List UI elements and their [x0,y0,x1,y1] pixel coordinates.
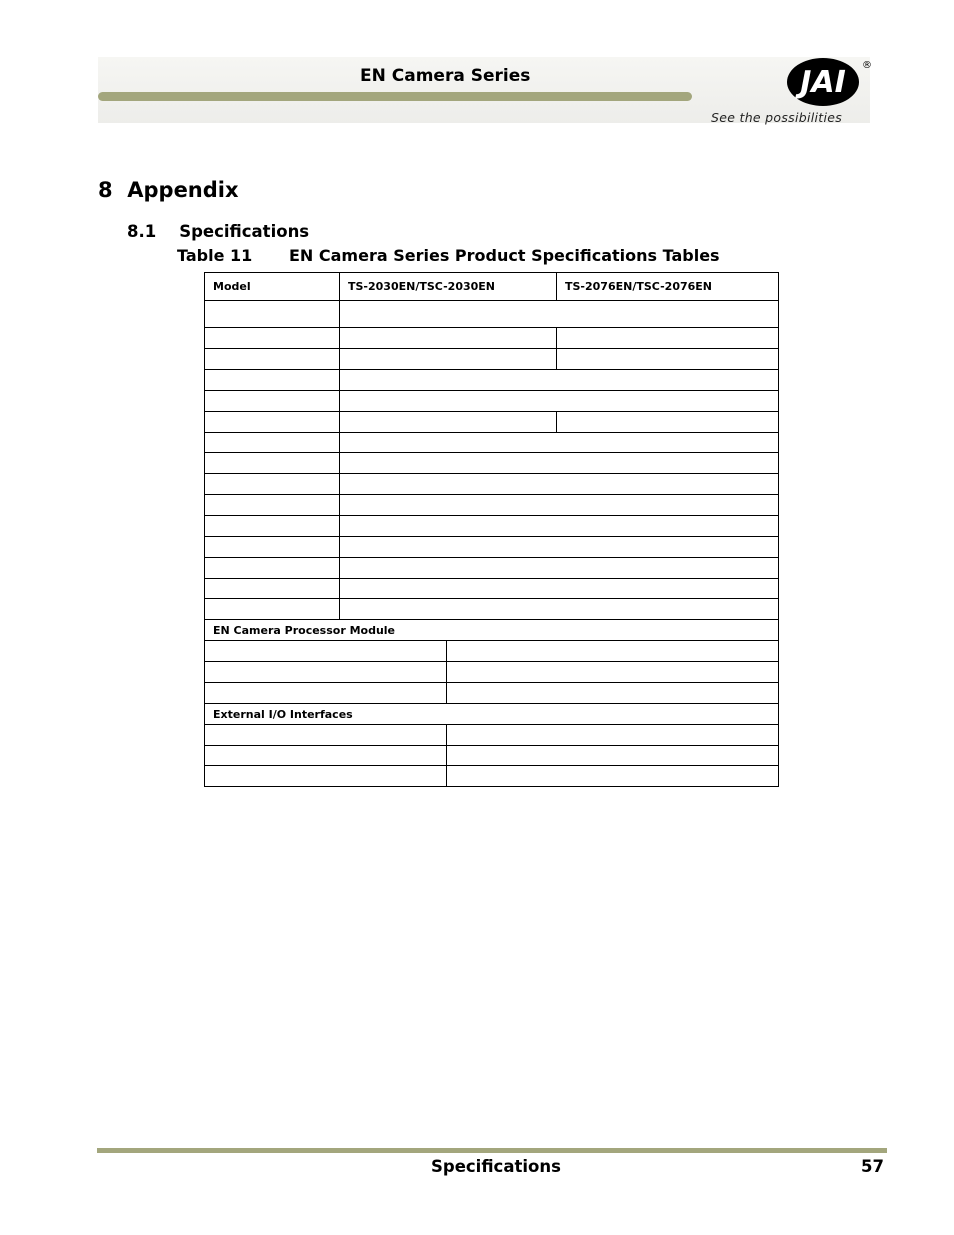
table-row [205,662,779,683]
logo-text: JAI [800,65,846,100]
table-row [205,412,779,433]
table-row [205,433,779,453]
header-title: EN Camera Series [360,66,531,86]
table-caption [177,246,720,265]
table-row [205,641,779,662]
table-row [205,370,779,391]
table-row [205,683,779,704]
subsection-number: 8.1 [127,222,157,241]
footer-accent-bar [97,1148,887,1153]
table-row [205,349,779,370]
table-row [205,558,779,579]
header-accent-bar [98,92,692,101]
table-row [205,495,779,516]
header-cell-model-b: TS-2076EN/TSC-2076EN [557,273,779,301]
page-number: 57 [861,1157,884,1176]
footer-title: Specifications [431,1157,561,1176]
table-row [205,599,779,620]
subsection-title: Specifications [179,222,310,241]
section-number: 8 [98,178,113,202]
table-row [205,725,779,746]
spec-table [204,272,779,787]
table-row [205,746,779,766]
table-row [205,537,779,558]
registered-mark: ® [862,60,872,71]
section-heading [98,178,239,202]
table-header-row [205,273,779,301]
section-title: Appendix [127,178,239,202]
io-section-label: External I/O Interfaces [205,704,779,725]
header-cell-model: Model [205,273,340,301]
processor-section-label: EN Camera Processor Module [205,620,779,641]
table-row [205,301,779,328]
table-caption-title: EN Camera Series Product Specifications Tables [289,246,720,265]
jai-logo [786,56,872,108]
table-row [205,766,779,787]
table-caption-label: Table 11 [177,246,253,265]
table-row [205,516,779,537]
table-row [205,453,779,474]
processor-section-row [205,620,779,641]
header-cell-model-a: TS-2030EN/TSC-2030EN [340,273,557,301]
tagline: See the possibilities [711,110,843,125]
table-row [205,391,779,412]
table-row [205,579,779,599]
table-row [205,474,779,495]
io-section-row [205,704,779,725]
subsection-heading [127,222,309,241]
table-row [205,328,779,349]
